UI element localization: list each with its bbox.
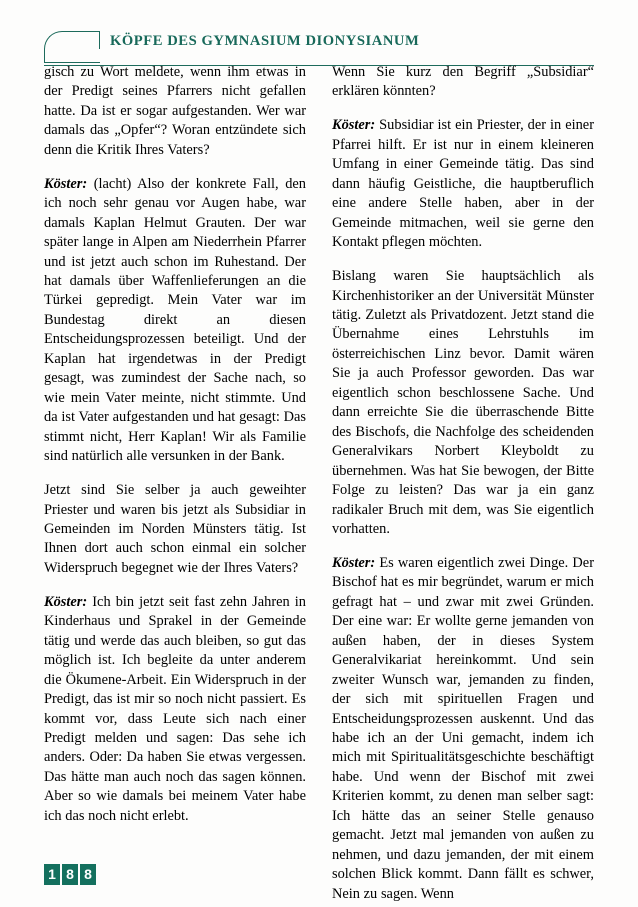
speaker-label: Köster:	[332, 117, 376, 134]
paragraph-text: (lacht) Also der konkrete Fall, den ich noch sehr genau vor Augen habe, war damals Kaplan Helmut Grauten. Der war später lange in Alpen am Niederrhein Pfarrer und ist jetzt auch schon im Ruhestand. Der hat damals über Waffenlieferungen an die Türkei gepredigt. Mein Vater war im Bundestag direkt an diesen Entscheidungsprozessen beteiligt. Und der Kaplan hat irgendetwas in der Predigt gesagt, was zumindest der Sache nach, so wie mein Vater meinte, nicht stimmte. Und da ist Vater aufgestanden und hat gesagt: Das stimmt nicht, Herr Kaplan! Wir als Familie sind natürlich alle versunken in der Bank.	[44, 175, 306, 465]
paragraph-text: Bislang waren Sie hauptsächlich als Kirchenhistoriker an der Universität Münster tätig. Zuletzt als Privatdozent. Jetzt stand die Übernahme eines Lehrstuhls im österreichischen Linz bevor. Damit wären Sie ja auch Professor geworden. Das war eigentlich schon beschlossene Sache. Und dann erreichte Sie die überraschende Bitte des Bischofs, die Nachfolge des scheidenden Generalvikars Norbert Kleyboldt zu übernehmen. Was hat Sie bewogen, der Bitte Folge zu leisten? Das war ja ein ganz radikaler Bruch mit dem, was Sie eigentlich vorhatten.	[332, 268, 594, 537]
paragraph	[332, 63, 594, 102]
paragraph	[44, 175, 306, 467]
right-column	[332, 63, 594, 902]
running-head-title: KÖPFE DES GYMNASIUM DIONYSIANUM	[110, 33, 420, 49]
left-column	[44, 63, 306, 843]
paragraph-text: Es waren eigentlich zwei Dinge. Der Bischof hat es mir begründet, warum er mich gefragt hat – und zwar mit zwei Gründen. Der eine war: Er wollte gerne jemanden von außen haben, der in dieses System Generalvikariat hereinkommt. Und sein zweiter Wunsch war, jemanden zu finden, der sich mit spirituellen Fragen und Entscheidungsprozessen auskennt. Und das habe ich an der Uni gemacht, indem ich mich mit Spiritualitätsgeschichte beschäftigt habe. Und wenn der Bischof mit zwei Kriterien kommt, zu denen man selber sagt: Ich hätte das an seiner Stelle genauso gemacht. Jetzt mal jemanden von außen zu nehmen, und dazu jemanden, der mit einem solchen Blick kommt. Dann fällt es schwer, Nein zu sagen. Wenn	[332, 554, 594, 902]
speaker-label: Köster:	[332, 554, 376, 571]
paragraph-text: Ich bin jetzt seit fast zehn Jahren in Kinderhaus und Sprakel in der Gemeinde tätig und werde das auch bleiben, so gut das möglich ist. Ich begleite da unter anderem die Ökumene-Arbeit. Ein Widerspruch in der Predigt, das ist mir so noch nicht passiert. Es kommt vor, dass Leute sich nach einer Predigt melden und sagen: Das sehe ich anders. Oder: Da haben Sie etwas vergessen. Das hätte man auch noch das sagen können. Aber so wie damals bei meinem Vater habe ich das noch nicht erlebt.	[44, 593, 306, 824]
folio-digit: 1	[44, 864, 60, 885]
speaker-label: Köster:	[44, 175, 88, 192]
paragraph-text: gisch zu Wort meldete, wenn ihm etwas in der Predigt seines Pfarrers nicht gefallen hatte. Da ist er sogar aufgestanden. Wer war damals das „Opfer“? Woran entzündete sich denn die Kritik Ihres Vaters?	[44, 64, 306, 158]
running-head-bracket-ornament	[44, 31, 100, 63]
paragraph-text: Jetzt sind Sie selber ja auch geweihter Priester und waren bis jetzt als Subsidiar in Gemeinden im Norden Münsters tätig. Ist Ihnen dort auch schon einmal ein solcher Widerspruch begegnet wie der Ihres Vaters?	[44, 482, 306, 576]
paragraph-text: Subsidiar ist ein Priester, der in einer Pfarrei hilft. Er ist nur in einem kleineren Umfang in einer Gemeinde tätig. Das sind dann häufig Geistliche, die hauptberuflich eine andere Stelle haben, aber in der Gemeinde mitmachen, weil sie gerne den Kontakt pflegen möchten.	[332, 117, 594, 251]
paragraph-text: Wenn Sie kurz den Begriff „Subsidiar“ erklären könnten?	[332, 64, 594, 100]
folio-digit: 8	[80, 864, 96, 885]
paragraph	[44, 593, 306, 826]
paragraph	[332, 267, 594, 539]
page-number-folio	[44, 864, 96, 885]
speaker-label: Köster:	[44, 593, 88, 610]
paragraph	[332, 116, 594, 252]
paragraph	[332, 554, 594, 904]
paragraph	[44, 63, 306, 160]
folio-digit: 8	[62, 864, 78, 885]
two-column-text-body	[44, 63, 594, 902]
paragraph	[44, 481, 306, 578]
